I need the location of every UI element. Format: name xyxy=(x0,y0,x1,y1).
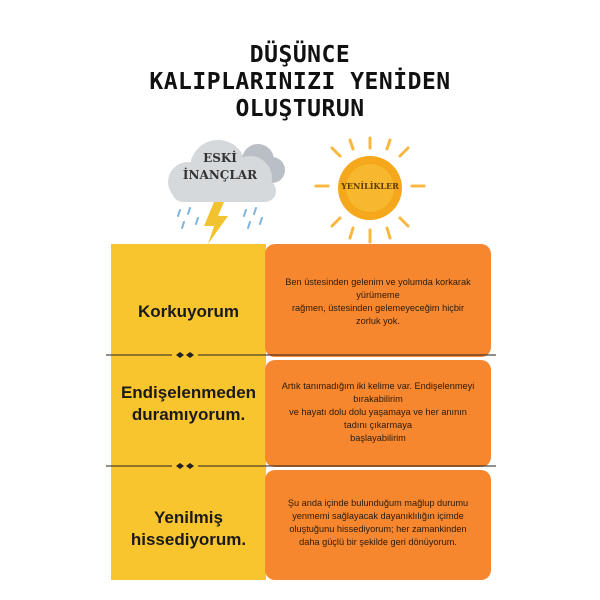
old-beliefs-illustration xyxy=(158,130,294,246)
old-belief-text: Yenilmiş hissediyorum. xyxy=(130,508,247,549)
page-title xyxy=(0,42,600,123)
old-beliefs-label: ESKİ İNANÇLAR xyxy=(182,151,258,182)
title-line: KALIPLARINIZI YENİDEN xyxy=(149,69,451,95)
title-line: DÜŞÜNCE xyxy=(249,42,351,68)
innovations-illustration xyxy=(310,134,430,246)
new-belief-text: Şu anda içinde bulunduğum mağlup durumu yenmemi sağlayacak dayanıklılığın içimde oluştuğunu hissediyorum; her zamankinden daha güçlü bir şekilde geri dönüyorum. xyxy=(287,498,469,547)
old-belief-text: Endişelenmeden duramıyorum. xyxy=(120,383,257,424)
title-line: OLUŞTURUN xyxy=(235,96,365,122)
row-divider xyxy=(106,349,496,361)
new-belief-text: Ben üstesinden gelenim ve yolumda korkarak yürümeme rağmen, üstesinden gelemeyeceğim hiçbir zorluk yok. xyxy=(285,277,471,326)
innovations-label: YENİLİKLER xyxy=(341,181,399,191)
row-divider xyxy=(106,460,496,472)
old-belief-text: Korkuyorum xyxy=(137,302,240,321)
storm-cloud-icon xyxy=(158,130,294,246)
new-belief-text: Artık tanımadığım iki kelime var. Endişelenmeyi bırakabilirim ve hayatı dolu dolu yaşamaya ve her anının tadını çıkarmaya başlayabilirim xyxy=(281,381,475,443)
